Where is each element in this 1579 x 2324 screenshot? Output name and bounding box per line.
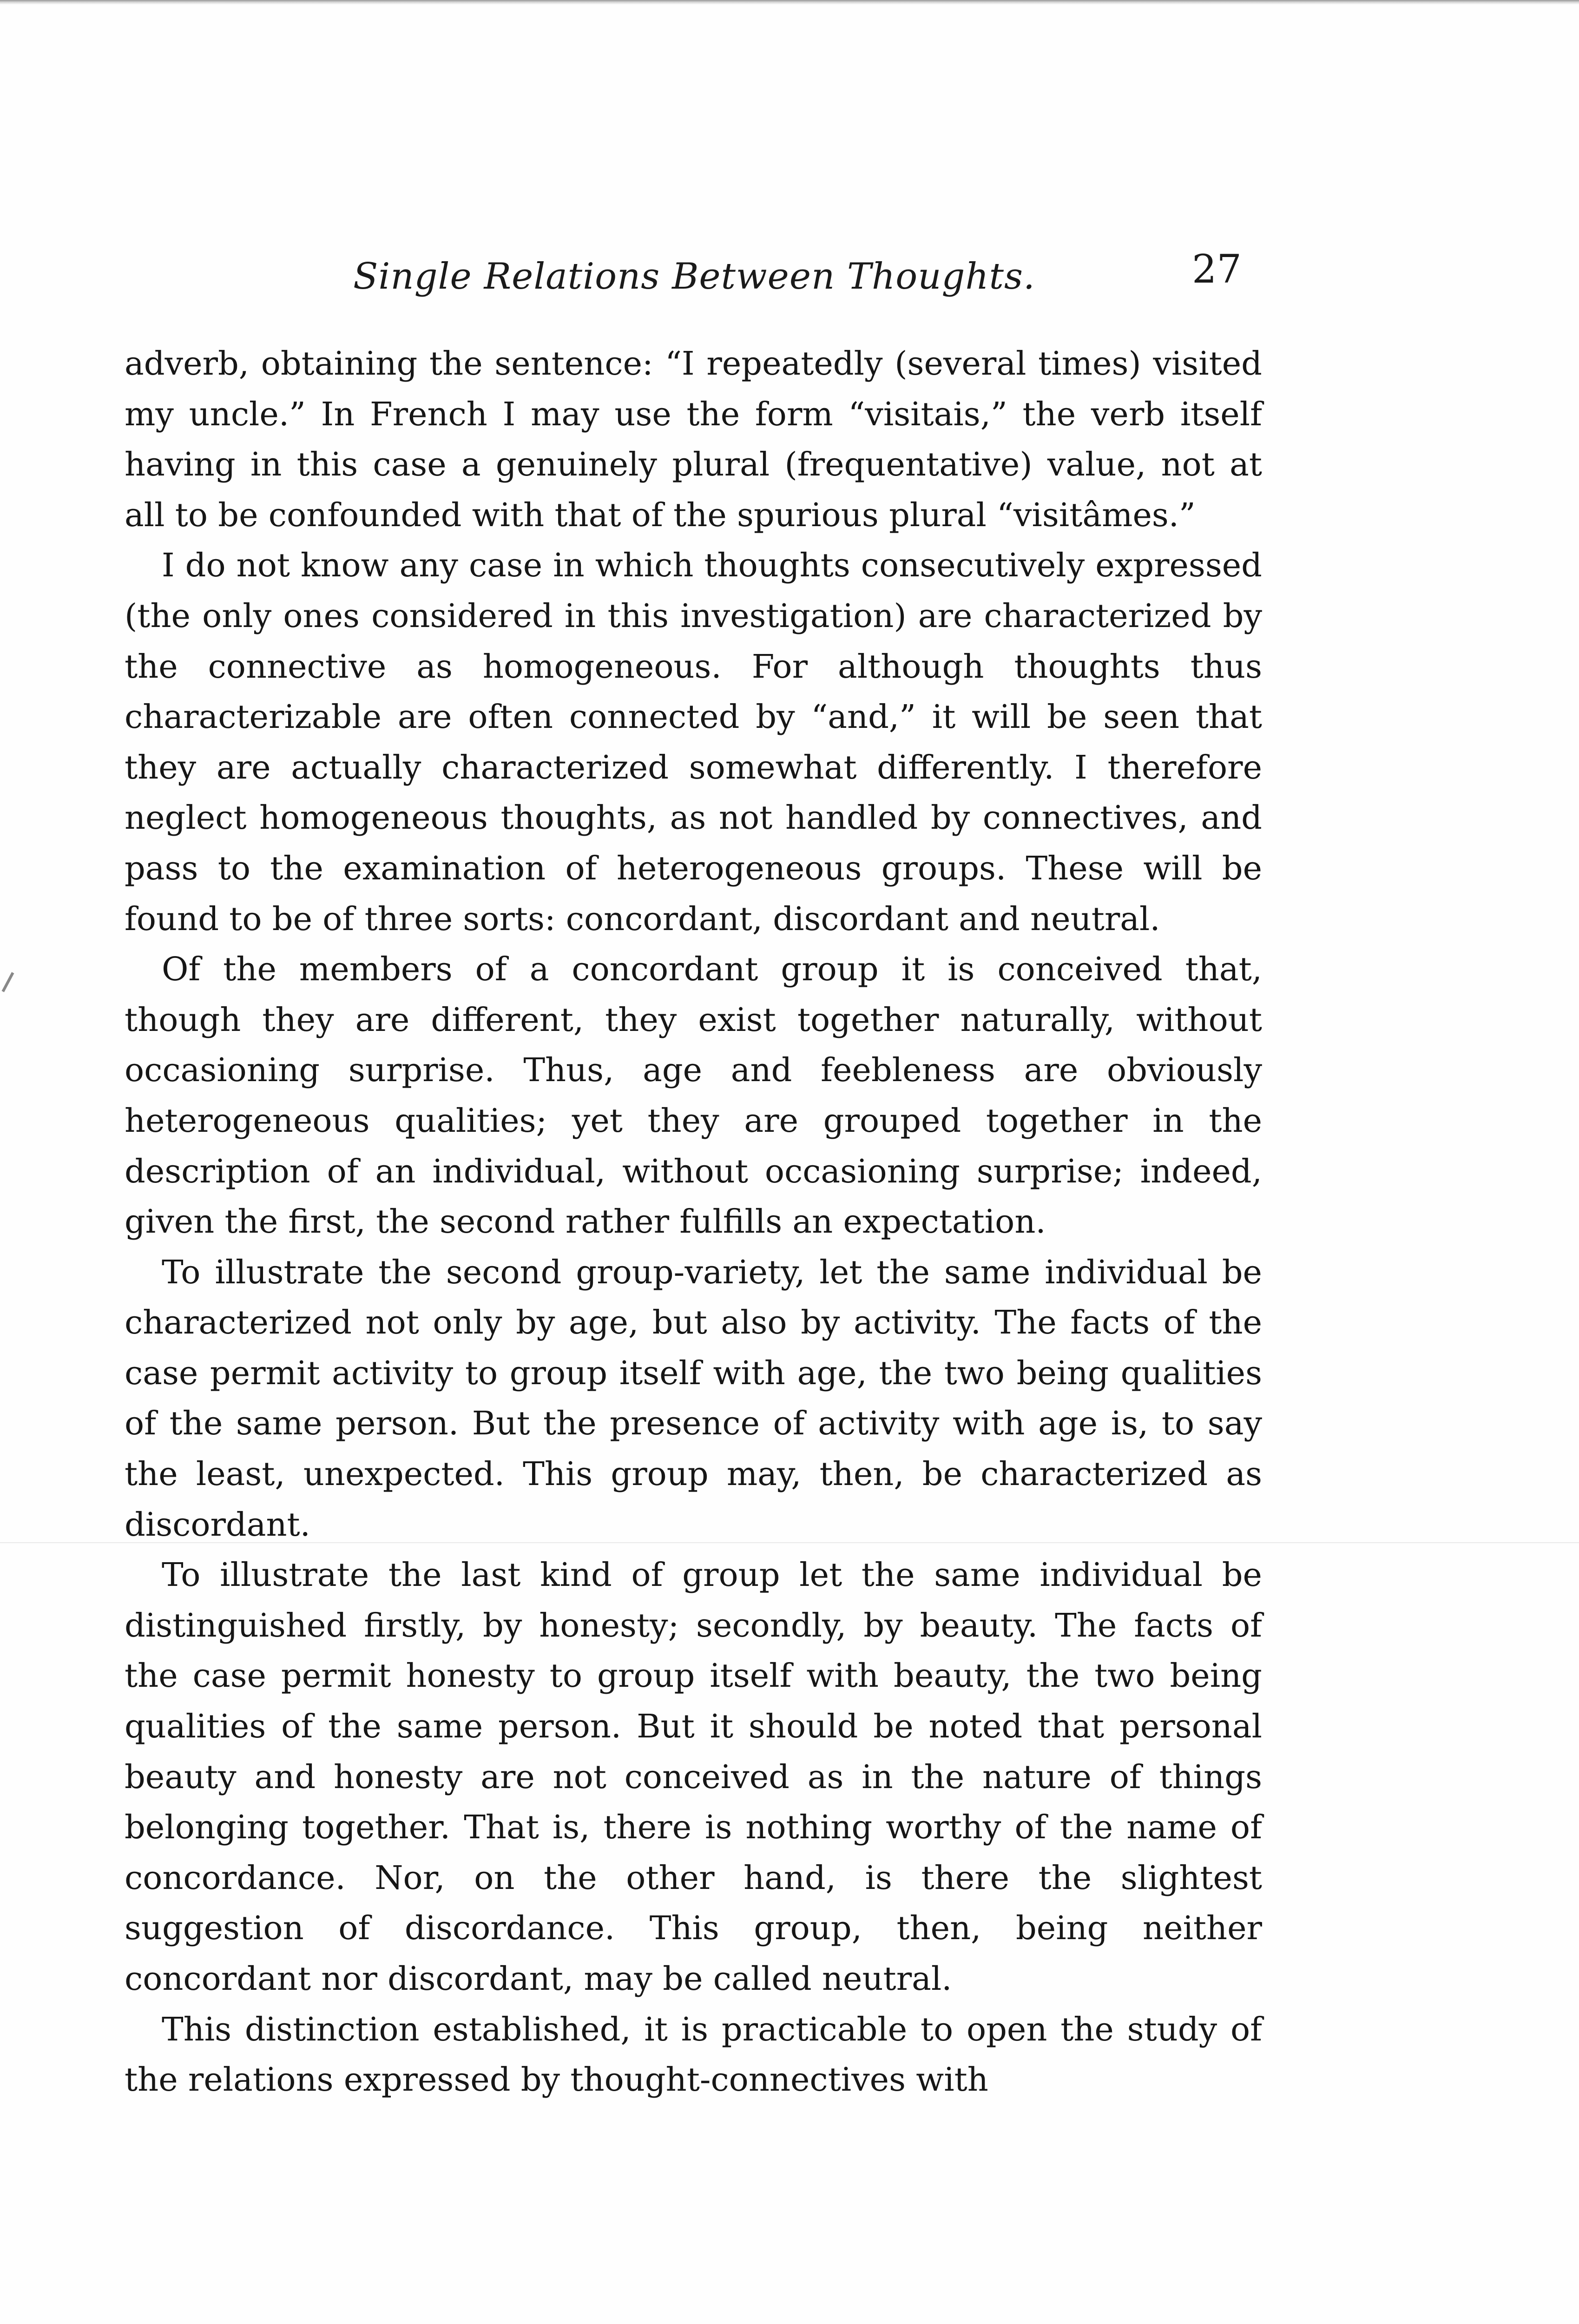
margin-mark [2, 972, 14, 992]
running-head: Single Relations Between Thoughts. [353, 256, 1035, 297]
paragraph-concordant: Of the members of a concordant group it is conceived that, though they are different, they exist together naturally, without occasioning surprise. Thus, age and feebleness are obviously heterogeneous qualities; yet they are grouped together in the description of an individual, without occasioning surprise; indeed, given the first, the second rather fulfills an expectation. [125, 950, 1262, 1241]
paragraph-discordant: To illustrate the second group-variety, let the same individual be characterized not only by age, but also by activity. The facts of the case permit activity to group itself with age, the two being qualities of the same person. But the presence of activity with age is, to say the least, unexpected. This group may, then, be characterized as discordant. [125, 1253, 1262, 1544]
paragraph-continued: adverb, obtaining the sentence: “I repeatedly (several times) visited my uncle.” In French I may use the form “visitais,” the verb itself having in this case a genuinely plural (frequentative) value, not at all to be confounded with that of the spurious plural “visitâmes.” [125, 344, 1262, 534]
page-header [0, 246, 1579, 311]
scan-top-edge [0, 0, 1579, 5]
paragraph-closing: This distinction established, it is practicable to open the study of the relations expressed by thought-connectives with [125, 2010, 1262, 2099]
paragraph-homogeneous: I do not know any case in which thoughts consecutively expressed (the only ones considered in this investigation) are characterized by the connective as homogeneous. For although thoughts thus characterizable are often connected by “and,” it will be seen that they are actually characterized somewhat differently. I therefore neglect homogeneous thoughts, as not handled by connectives, and pass to the examination of heterogeneous groups. These will be found to be of three sorts: concordant, discordant and neutral. [125, 546, 1262, 938]
paragraph-neutral: To illustrate the last kind of group let the same individual be distinguished firstly, by honesty; secondly, by beauty. The facts of the case permit honesty to group itself with beauty, the two being qualities of the same person. But it should be noted that personal beauty and honesty are not conceived as in the nature of things belonging together. That is, there is nothing worthy of the name of concordance. Nor, on the other hand, is there the slightest suggestion of discordance. This group, then, being neither concordant nor discordant, may be called neutral. [125, 1556, 1262, 1998]
body-text [125, 338, 1262, 2105]
page-number: 27 [1192, 246, 1242, 292]
